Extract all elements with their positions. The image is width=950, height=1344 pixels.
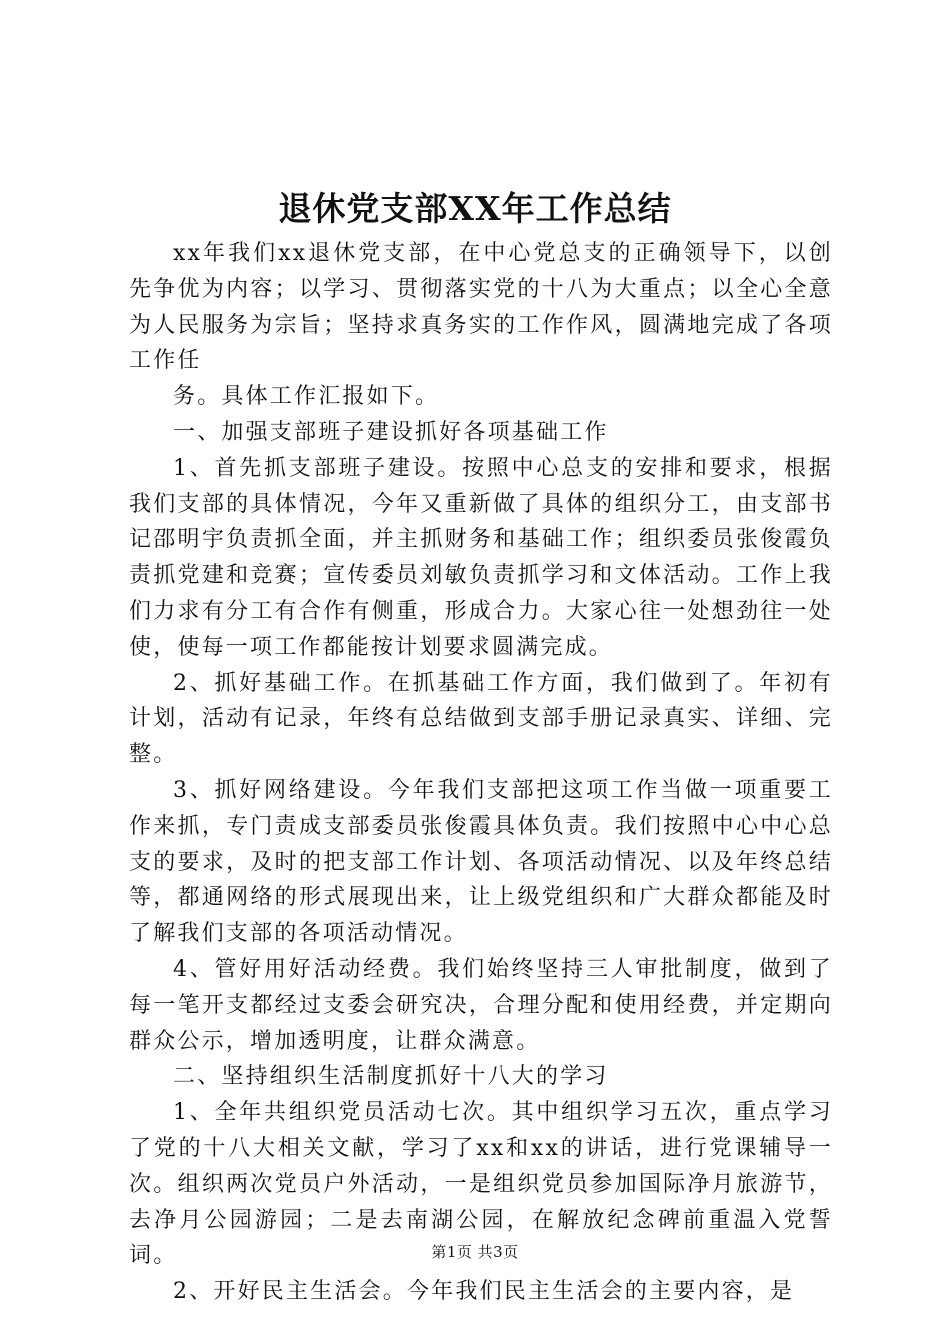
paragraph-intro: xx年我们xx退休党支部，在中心党总支的正确领导下，以创先争优为内容；以学习、贯彻落实党的十八为大重点；以全心全意为人民服务为宗旨；坚持求真务实的工作作风，圆满地完成了各项工作任 (129, 241, 833, 374)
section-heading-1: 一、加强支部班子建设抓好各项基础工作 (173, 419, 609, 445)
paragraph-item-2-1: 1、全年共组织党员活动七次。其中组织学习五次，重点学习了党的十八大相关文献，学习了xx和xx的讲话，进行党课辅导一次。组织两次党员户外活动，一是组织党员参加国际净月旅游节，去净月公园游园；二是去南湖公园，在解放纪念碑前重温入党誓词。 (129, 1100, 833, 1269)
page-number: 第1页 共3页 (431, 1243, 519, 1261)
paragraph-item-1-3: 3、抓好网络建设。今年我们支部把这项工作当做一项重要工作来抓，专门责成支部委员张俊霞具体负责。我们按照中心中心总支的要求，及时的把支部工作计划、各项活动情况、以及年终总结等，都通网络的形式展现出来，让上级党组织和广大群众都能及时了解我们支部的各项活动情况。 (129, 777, 833, 947)
paragraph-item-1-4: 4、管好用好活动经费。我们始终坚持三人审批制度，做到了每一笔开支都经过支委会研究决，合理分配和使用经费，并定期向群众公示，增加透明度，让群众满意。 (129, 956, 833, 1054)
paragraph-intro-continued: 务。具体工作汇报如下。 (173, 384, 440, 410)
section-heading-2: 二、坚持组织生活制度抓好十八大的学习 (173, 1064, 609, 1090)
paragraph-item-1-2: 2、抓好基础工作。在抓基础工作方面，我们做到了。年初有计划，活动有记录，年终有总结做到支部手册记录真实、详细、完整。 (129, 670, 833, 768)
document-body (129, 236, 833, 1310)
paragraph-item-1-1: 1、首先抓支部班子建设。按照中心总支的安排和要求，根据我们支部的具体情况，今年又重新做了具体的组织分工，由支部书记邵明宇负责抓全面，并主抓财务和基础工作；组织委员张俊霞负责抓党建和竞赛；宣传委员刘敏负责抓学习和文体活动。工作上我们力求有分工有合作有侧重，形成合力。大家心往一处想劲往一处使，使每一项工作都能按计划要求圆满完成。 (129, 455, 833, 660)
document-title: 退休党支部XX年工作总结 (278, 189, 672, 228)
paragraph-item-2-2: 2、开好民主生活会。今年我们民主生活会的主要内容，是 (173, 1279, 795, 1305)
